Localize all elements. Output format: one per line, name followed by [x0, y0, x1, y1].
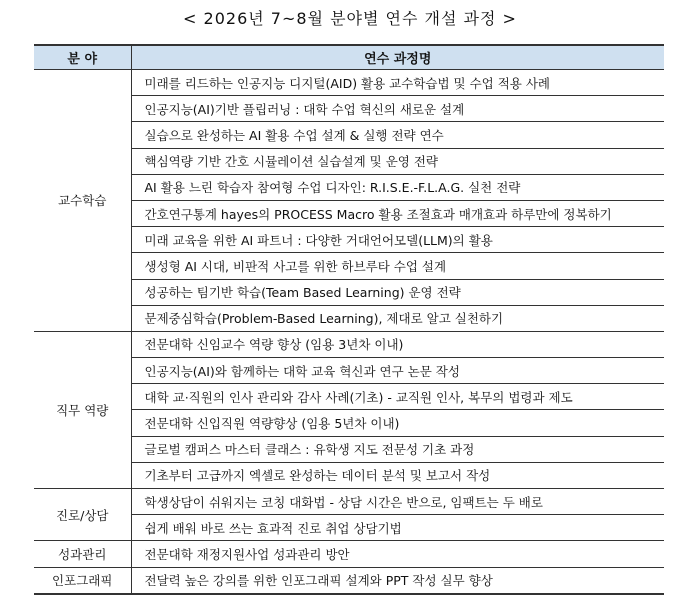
category-cell: 진로/상담: [34, 489, 131, 541]
table-row: [34, 331, 664, 357]
course-name-cell: 전문대학 재정지원사업 성과관리 방안: [131, 541, 664, 567]
table-row: [34, 541, 664, 567]
course-name-cell: 미래 교육을 위한 AI 파트너 : 다양한 거대언어모델(LLM)의 활용: [131, 227, 664, 253]
course-name-cell: 생성형 AI 시대, 비판적 사고를 위한 하브루타 수업 설계: [131, 253, 664, 279]
course-name-cell: 전문대학 신임교수 역량 향상 (임용 3년차 이내): [131, 331, 664, 357]
course-header: 연수 과정명: [131, 45, 664, 70]
course-name-cell: 성공하는 팀기반 학습(Team Based Learning) 운영 전략: [131, 279, 664, 305]
category-cell: 인포그래픽: [34, 567, 131, 594]
course-name-cell: 학생상담이 쉬워지는 코칭 대화법 - 상담 시간은 반으로, 임팩트는 두 배로: [131, 489, 664, 515]
category-cell: 성과관리: [34, 541, 131, 567]
course-name-cell: 전달력 높은 강의를 위한 인포그래픽 설계와 PPT 작성 실무 향상: [131, 567, 664, 594]
course-name-cell: 전문대학 신입직원 역량향상 (임용 5년차 이내): [131, 410, 664, 436]
table-row: [34, 70, 664, 96]
category-cell: 교수학습: [34, 70, 131, 332]
course-table: [34, 44, 664, 595]
course-name-cell: 쉽게 배워 바로 쓰는 효과적 진로 취업 상담기법: [131, 515, 664, 541]
table-body: [34, 70, 664, 594]
course-name-cell: 간호연구통계 hayes의 PROCESS Macro 활용 조절효과 매개효과 하루만에 정복하기: [131, 200, 664, 226]
category-header: 분 야: [34, 45, 131, 70]
course-name-cell: 기초부터 고급까지 엑셀로 완성하는 데이터 분석 및 보고서 작성: [131, 462, 664, 488]
table-header-row: [34, 45, 664, 70]
course-name-cell: 문제중심학습(Problem-Based Learning), 제대로 알고 실천하기: [131, 305, 664, 331]
course-name-cell: 인공지능(AI)와 함께하는 대학 교육 혁신과 연구 논문 작성: [131, 358, 664, 384]
course-name-cell: 미래를 리드하는 인공지능 디지털(AID) 활용 교수학습법 및 수업 적용 사례: [131, 70, 664, 96]
course-name-cell: 인공지능(AI)기반 플립러닝 : 대학 수업 혁신의 새로운 설계: [131, 96, 664, 122]
page-title: < 2026년 7~8월 분야별 연수 개설 과정 >: [183, 9, 517, 28]
category-cell: 직무 역량: [34, 331, 131, 488]
course-name-cell: 글로벌 캠퍼스 마스터 클래스 : 유학생 지도 전문성 기초 과정: [131, 436, 664, 462]
course-name-cell: 핵심역량 기반 간호 시뮬레이션 실습설계 및 운영 전략: [131, 148, 664, 174]
table-row: [34, 489, 664, 515]
course-name-cell: AI 활용 느린 학습자 참여형 수업 디자인: R.I.S.E.-F.L.A.G. 실천 전략: [131, 174, 664, 200]
course-name-cell: 대학 교·직원의 인사 관리와 감사 사례(기초) - 교직원 인사, 복무의 법령과 제도: [131, 384, 664, 410]
course-name-cell: 실습으로 완성하는 AI 활용 수업 설계 & 실행 전략 연수: [131, 122, 664, 148]
table-row: [34, 567, 664, 594]
